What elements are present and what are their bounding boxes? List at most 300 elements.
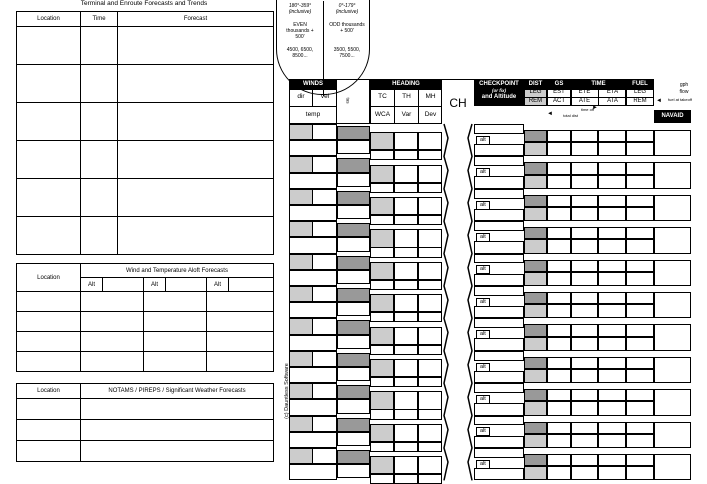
table-cell[interactable] (654, 162, 691, 188)
table-cell[interactable] (571, 195, 598, 207)
table-cell[interactable] (394, 442, 418, 452)
table-cell[interactable] (370, 183, 394, 193)
table-cell[interactable] (474, 383, 524, 393)
table-cell[interactable] (626, 369, 654, 383)
table-cell[interactable] (289, 367, 337, 383)
table-cell[interactable] (571, 130, 598, 142)
table-cell[interactable] (312, 351, 337, 367)
table-cell[interactable] (626, 272, 654, 286)
table-cell[interactable] (571, 324, 598, 336)
table-cell[interactable] (394, 247, 418, 257)
table-cell[interactable] (289, 318, 313, 334)
table-cell[interactable] (474, 306, 524, 318)
table-cell[interactable] (418, 197, 442, 215)
table-cell[interactable] (370, 456, 394, 474)
table-cell[interactable] (418, 247, 442, 257)
table-cell[interactable] (418, 391, 442, 409)
table-cell[interactable] (337, 450, 370, 464)
table-cell[interactable] (207, 292, 274, 312)
table-cell[interactable] (524, 401, 547, 415)
table-cell[interactable] (524, 304, 547, 318)
table-cell[interactable] (81, 65, 118, 103)
table-cell[interactable] (17, 399, 81, 420)
table-cell[interactable] (289, 254, 313, 270)
table-cell[interactable] (524, 454, 547, 466)
table-cell[interactable] (394, 280, 418, 290)
table-cell[interactable] (571, 272, 598, 286)
table-cell[interactable] (418, 262, 442, 280)
table-cell[interactable] (337, 173, 370, 187)
table-cell[interactable] (626, 401, 654, 415)
table-cell[interactable] (547, 130, 571, 142)
table-cell[interactable] (547, 162, 571, 174)
table-cell[interactable] (418, 409, 442, 419)
table-cell[interactable] (474, 254, 524, 264)
table-cell[interactable] (474, 416, 524, 426)
table-cell[interactable] (598, 175, 626, 189)
table-cell[interactable] (474, 448, 524, 458)
table-cell[interactable] (418, 132, 442, 150)
table-cell[interactable] (81, 332, 144, 352)
table-cell[interactable] (547, 227, 571, 239)
table-cell[interactable] (547, 239, 571, 253)
table-cell[interactable] (598, 142, 626, 156)
table-cell[interactable] (370, 150, 394, 160)
table-cell[interactable] (654, 260, 691, 286)
table-cell[interactable] (81, 292, 144, 312)
table-cell[interactable] (474, 241, 524, 253)
table-cell[interactable] (370, 312, 394, 322)
table-cell[interactable] (626, 260, 654, 272)
table-cell[interactable] (524, 227, 547, 239)
table-cell[interactable] (626, 175, 654, 189)
table-cell[interactable] (418, 183, 442, 193)
table-cell[interactable] (571, 389, 598, 401)
table-cell[interactable] (474, 189, 524, 199)
table-cell[interactable] (418, 456, 442, 474)
table-cell[interactable] (547, 466, 571, 480)
table-cell[interactable] (312, 124, 337, 140)
table-cell[interactable] (337, 399, 370, 413)
table-cell[interactable] (394, 215, 418, 225)
table-cell[interactable] (598, 434, 626, 448)
table-cell[interactable] (474, 124, 524, 134)
table-cell[interactable] (370, 197, 394, 215)
table-cell[interactable] (598, 369, 626, 383)
table-cell[interactable] (289, 221, 313, 237)
table-cell[interactable] (626, 130, 654, 142)
table-cell[interactable] (337, 237, 370, 251)
table-cell[interactable] (547, 292, 571, 304)
table-cell[interactable] (571, 454, 598, 466)
table-cell[interactable] (654, 454, 691, 480)
table-cell[interactable] (571, 434, 598, 448)
table-cell[interactable] (626, 195, 654, 207)
table-cell[interactable] (118, 65, 274, 103)
table-cell[interactable] (524, 422, 547, 434)
table-cell[interactable] (312, 383, 337, 399)
table-cell[interactable] (312, 221, 337, 237)
table-cell[interactable] (474, 209, 524, 221)
table-cell[interactable] (626, 142, 654, 156)
table-cell[interactable] (289, 237, 337, 253)
table-cell[interactable] (418, 424, 442, 442)
table-cell[interactable] (370, 359, 394, 377)
table-cell[interactable] (312, 156, 337, 172)
table-cell[interactable] (394, 474, 418, 484)
table-cell[interactable] (394, 424, 418, 442)
table-cell[interactable] (524, 434, 547, 448)
table-cell[interactable] (598, 130, 626, 142)
table-cell[interactable] (337, 158, 370, 172)
table-cell[interactable] (547, 454, 571, 466)
table-cell[interactable] (144, 352, 207, 372)
table-cell[interactable] (118, 179, 274, 217)
table-cell[interactable] (598, 337, 626, 351)
table-cell[interactable] (547, 207, 571, 221)
table-cell[interactable] (394, 262, 418, 280)
table-cell[interactable] (598, 466, 626, 480)
table-cell[interactable] (598, 272, 626, 286)
table-cell[interactable] (626, 422, 654, 434)
table-cell[interactable] (418, 294, 442, 312)
table-cell[interactable] (626, 337, 654, 351)
table-cell[interactable] (337, 256, 370, 270)
table-cell[interactable] (524, 272, 547, 286)
table-cell[interactable] (547, 434, 571, 448)
table-cell[interactable] (524, 324, 547, 336)
table-cell[interactable] (394, 345, 418, 355)
table-cell[interactable] (474, 318, 524, 328)
table-cell[interactable] (524, 292, 547, 304)
table-cell[interactable] (654, 195, 691, 221)
table-cell[interactable] (207, 352, 274, 372)
table-cell[interactable] (17, 103, 81, 141)
table-cell[interactable] (626, 239, 654, 253)
table-cell[interactable] (289, 270, 337, 286)
table-cell[interactable] (571, 292, 598, 304)
table-cell[interactable] (17, 332, 81, 352)
table-cell[interactable] (418, 345, 442, 355)
table-cell[interactable] (524, 260, 547, 272)
table-cell[interactable] (289, 124, 313, 140)
table-cell[interactable] (571, 422, 598, 434)
table-cell[interactable] (394, 132, 418, 150)
table-cell[interactable] (370, 229, 394, 247)
table-cell[interactable] (654, 422, 691, 448)
table-cell[interactable] (474, 338, 524, 350)
table-cell[interactable] (626, 227, 654, 239)
table-cell[interactable] (598, 227, 626, 239)
table-cell[interactable] (418, 359, 442, 377)
table-cell[interactable] (370, 215, 394, 225)
table-cell[interactable] (547, 389, 571, 401)
table-cell[interactable] (289, 464, 337, 480)
table-cell[interactable] (394, 294, 418, 312)
table-cell[interactable] (474, 351, 524, 361)
table-cell[interactable] (289, 335, 337, 351)
table-cell[interactable] (418, 442, 442, 452)
table-cell[interactable] (474, 468, 524, 480)
table-cell[interactable] (289, 302, 337, 318)
table-cell[interactable] (289, 205, 337, 221)
table-cell[interactable] (394, 359, 418, 377)
table-cell[interactable] (81, 399, 274, 420)
table-cell[interactable] (547, 422, 571, 434)
table-cell[interactable] (370, 377, 394, 387)
table-cell[interactable] (337, 320, 370, 334)
table-cell[interactable] (17, 217, 81, 255)
table-cell[interactable] (598, 454, 626, 466)
table-cell[interactable] (337, 335, 370, 349)
table-cell[interactable] (474, 403, 524, 415)
table-cell[interactable] (394, 183, 418, 193)
table-cell[interactable] (474, 436, 524, 448)
table-cell[interactable] (337, 302, 370, 316)
table-cell[interactable] (370, 280, 394, 290)
table-cell[interactable] (370, 247, 394, 257)
table-cell[interactable] (312, 416, 337, 432)
table-cell[interactable] (370, 442, 394, 452)
table-cell[interactable] (418, 474, 442, 484)
table-cell[interactable] (571, 466, 598, 480)
table-cell[interactable] (289, 189, 313, 205)
table-cell[interactable] (571, 142, 598, 156)
table-cell[interactable] (370, 262, 394, 280)
table-cell[interactable] (598, 260, 626, 272)
table-cell[interactable] (547, 195, 571, 207)
table-cell[interactable] (370, 165, 394, 183)
table-cell[interactable] (571, 337, 598, 351)
table-cell[interactable] (118, 141, 274, 179)
table-cell[interactable] (547, 175, 571, 189)
table-cell[interactable] (289, 173, 337, 189)
table-cell[interactable] (598, 422, 626, 434)
table-cell[interactable] (598, 401, 626, 415)
table-cell[interactable] (337, 464, 370, 478)
table-cell[interactable] (418, 165, 442, 183)
table-cell[interactable] (394, 456, 418, 474)
table-cell[interactable] (370, 345, 394, 355)
table-cell[interactable] (524, 466, 547, 480)
table-cell[interactable] (626, 454, 654, 466)
table-cell[interactable] (166, 278, 207, 292)
table-cell[interactable] (337, 367, 370, 381)
table-cell[interactable] (524, 369, 547, 383)
table-cell[interactable] (524, 207, 547, 221)
table-cell[interactable] (598, 239, 626, 253)
table-cell[interactable] (524, 130, 547, 142)
table-cell[interactable] (81, 179, 118, 217)
table-cell[interactable] (524, 239, 547, 253)
table-cell[interactable] (289, 432, 337, 448)
table-cell[interactable] (337, 353, 370, 367)
table-cell[interactable] (547, 324, 571, 336)
table-cell[interactable] (418, 150, 442, 160)
table-cell[interactable] (474, 176, 524, 188)
table-cell[interactable] (547, 357, 571, 369)
table-cell[interactable] (524, 337, 547, 351)
table-cell[interactable] (370, 424, 394, 442)
table-cell[interactable] (626, 357, 654, 369)
table-cell[interactable] (474, 221, 524, 231)
table-cell[interactable] (144, 332, 207, 352)
table-cell[interactable] (571, 304, 598, 318)
table-cell[interactable] (17, 312, 81, 332)
table-cell[interactable] (474, 144, 524, 156)
table-cell[interactable] (571, 227, 598, 239)
table-cell[interactable] (394, 229, 418, 247)
table-cell[interactable] (229, 278, 274, 292)
table-cell[interactable] (598, 389, 626, 401)
table-cell[interactable] (17, 65, 81, 103)
table-cell[interactable] (312, 318, 337, 334)
table-cell[interactable] (598, 162, 626, 174)
table-cell[interactable] (81, 217, 118, 255)
table-cell[interactable] (81, 312, 144, 332)
table-cell[interactable] (144, 312, 207, 332)
table-cell[interactable] (337, 432, 370, 446)
table-cell[interactable] (547, 369, 571, 383)
table-cell[interactable] (626, 324, 654, 336)
table-cell[interactable] (626, 292, 654, 304)
table-cell[interactable] (81, 27, 118, 65)
table-cell[interactable] (626, 207, 654, 221)
table-cell[interactable] (626, 466, 654, 480)
table-cell[interactable] (289, 416, 313, 432)
table-cell[interactable] (289, 448, 313, 464)
table-cell[interactable] (394, 391, 418, 409)
table-cell[interactable] (474, 371, 524, 383)
table-cell[interactable] (626, 304, 654, 318)
table-cell[interactable] (626, 162, 654, 174)
table-cell[interactable] (418, 280, 442, 290)
table-cell[interactable] (337, 288, 370, 302)
table-cell[interactable] (571, 357, 598, 369)
table-cell[interactable] (524, 142, 547, 156)
table-cell[interactable] (103, 278, 144, 292)
table-cell[interactable] (418, 327, 442, 345)
table-cell[interactable] (207, 332, 274, 352)
table-cell[interactable] (547, 337, 571, 351)
table-cell[interactable] (598, 195, 626, 207)
table-cell[interactable] (474, 156, 524, 166)
table-cell[interactable] (394, 165, 418, 183)
table-cell[interactable] (524, 357, 547, 369)
table-cell[interactable] (654, 227, 691, 253)
table-cell[interactable] (598, 207, 626, 221)
table-cell[interactable] (289, 140, 337, 156)
table-cell[interactable] (370, 391, 394, 409)
table-cell[interactable] (394, 150, 418, 160)
table-cell[interactable] (81, 420, 274, 441)
table-cell[interactable] (654, 130, 691, 156)
table-cell[interactable] (337, 140, 370, 154)
table-cell[interactable] (598, 324, 626, 336)
table-cell[interactable] (17, 352, 81, 372)
table-cell[interactable] (81, 441, 274, 462)
table-cell[interactable] (289, 383, 313, 399)
table-cell[interactable] (598, 292, 626, 304)
table-cell[interactable] (118, 103, 274, 141)
table-cell[interactable] (626, 389, 654, 401)
table-cell[interactable] (654, 389, 691, 415)
table-cell[interactable] (289, 351, 313, 367)
table-cell[interactable] (81, 352, 144, 372)
table-cell[interactable] (118, 217, 274, 255)
table-cell[interactable] (474, 286, 524, 296)
table-cell[interactable] (394, 197, 418, 215)
table-cell[interactable] (337, 270, 370, 284)
table-cell[interactable] (81, 103, 118, 141)
table-cell[interactable] (17, 420, 81, 441)
table-cell[interactable] (337, 418, 370, 432)
table-cell[interactable] (289, 286, 313, 302)
table-cell[interactable] (547, 260, 571, 272)
table-cell[interactable] (312, 286, 337, 302)
table-cell[interactable] (524, 162, 547, 174)
table-cell[interactable] (370, 132, 394, 150)
table-cell[interactable] (418, 377, 442, 387)
table-cell[interactable] (312, 189, 337, 205)
table-cell[interactable] (524, 175, 547, 189)
table-cell[interactable] (524, 195, 547, 207)
table-cell[interactable] (118, 27, 274, 65)
table-cell[interactable] (571, 239, 598, 253)
table-cell[interactable] (571, 369, 598, 383)
table-cell[interactable] (337, 223, 370, 237)
table-cell[interactable] (418, 215, 442, 225)
table-cell[interactable] (207, 312, 274, 332)
table-cell[interactable] (144, 292, 207, 312)
table-cell[interactable] (598, 304, 626, 318)
table-cell[interactable] (571, 401, 598, 415)
table-cell[interactable] (337, 385, 370, 399)
table-cell[interactable] (394, 327, 418, 345)
table-cell[interactable] (571, 162, 598, 174)
table-cell[interactable] (571, 207, 598, 221)
table-cell[interactable] (17, 179, 81, 217)
table-cell[interactable] (17, 27, 81, 65)
table-cell[interactable] (17, 292, 81, 312)
table-cell[interactable] (312, 448, 337, 464)
table-cell[interactable] (524, 389, 547, 401)
table-cell[interactable] (312, 254, 337, 270)
table-cell[interactable] (370, 409, 394, 419)
table-cell[interactable] (418, 312, 442, 322)
table-cell[interactable] (370, 474, 394, 484)
table-cell[interactable] (547, 304, 571, 318)
table-cell[interactable] (571, 260, 598, 272)
table-cell[interactable] (289, 156, 313, 172)
table-cell[interactable] (17, 141, 81, 179)
table-cell[interactable] (81, 141, 118, 179)
table-cell[interactable] (654, 292, 691, 318)
table-cell[interactable] (394, 312, 418, 322)
table-cell[interactable] (370, 327, 394, 345)
table-cell[interactable] (598, 357, 626, 369)
table-cell[interactable] (654, 324, 691, 350)
table-cell[interactable] (337, 126, 370, 140)
table-cell[interactable] (474, 274, 524, 286)
table-cell[interactable] (626, 434, 654, 448)
table-cell[interactable] (571, 175, 598, 189)
table-cell[interactable] (547, 272, 571, 286)
table-cell[interactable] (337, 205, 370, 219)
table-cell[interactable] (547, 142, 571, 156)
table-cell[interactable] (289, 399, 337, 415)
table-cell[interactable] (394, 409, 418, 419)
